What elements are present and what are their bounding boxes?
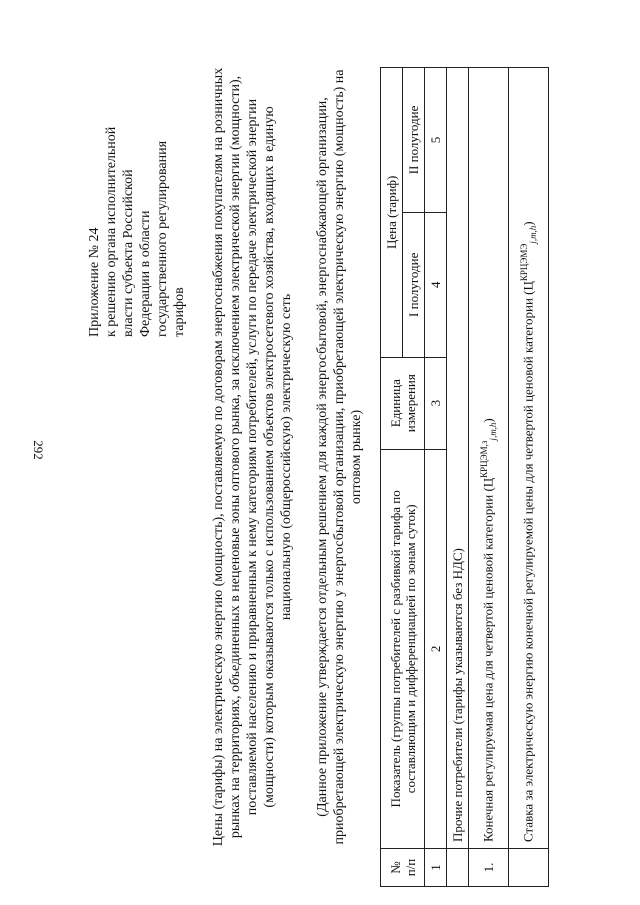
row-sub: j,m,h [527, 225, 538, 244]
appendix-header [86, 97, 188, 337]
col-number: 3 [425, 357, 447, 449]
row-num: 1. [469, 849, 509, 887]
header-price: Цена (тариф) [381, 68, 403, 358]
appendix-line: Приложение № 24 [87, 227, 102, 337]
row-label [509, 68, 549, 849]
col-number: 2 [425, 449, 447, 848]
appendix-line: государственного регулирования [155, 140, 170, 337]
row-text: Ставка за электрическую энергию конечной регулируемой цены для четвертой ценовой категории (Ц [519, 281, 535, 843]
appendix-line: к решению органа исполнительной [104, 126, 119, 337]
row-sup: КРЦЭМ,з [478, 440, 489, 478]
appendix-line: власти субъекта Российской [121, 169, 136, 337]
document-note: (Данное приложение утверждается отдельным решением для каждой энергосбытовой, энергоснабжающей организации, приобретающей электрическую энергию у энергосбытовой организации, приобретающей электрическую энергию (мощность) на оптовом рынке) [315, 69, 364, 845]
header-num: № п/п [381, 849, 425, 887]
table-header-row [381, 68, 403, 887]
page-number: 292 [31, 440, 46, 460]
appendix-line: тарифов [172, 287, 187, 337]
tariff-table [380, 67, 549, 887]
row-end: ) [519, 221, 535, 226]
section-label: Прочие потребители (тарифы указываются без НДС) [447, 68, 469, 849]
col-number: 5 [425, 68, 447, 213]
section-row [447, 68, 469, 887]
column-number-row [425, 68, 447, 887]
row-sub: j,m,h [487, 422, 498, 441]
row-label [469, 68, 509, 849]
table-row [509, 68, 549, 887]
appendix-line: Федерации в области [138, 210, 153, 337]
header-half1: I полугодие [403, 212, 425, 357]
row-end: ) [479, 418, 495, 423]
header-indicator: Показатель (группы потребителей с разбивкой тарифа по составляющим и дифференциацией по зонам суток) [381, 449, 425, 848]
document-title: Цены (тарифы) на электрическую энергию (мощность), поставляемую по договорам энергоснабжения покупателям на розничных рынках на территориях, объединенных в неценовые зоны оптового рынка, за исключением электрической энергии (мощности), поставляемой населению и приравненным к нему категориям потребителей, услуги по передаче электрической энергии (мощности) которым оказываются только с использованием объектов электросетевого хозяйства, входящих в единую национальную (общероссийскую) электрическую сеть [211, 67, 294, 847]
col-number: 4 [425, 212, 447, 357]
header-half2: II полугодие [403, 68, 425, 213]
table-row [469, 68, 509, 887]
row-num [509, 849, 549, 887]
section-num-cell [447, 849, 469, 887]
col-number: 1 [425, 849, 447, 887]
row-text: Конечная регулируемая цена для четвертой ценовой категории (Ц [479, 477, 495, 843]
header-unit: Единица измерения [381, 357, 425, 449]
rotated-sheet [50, 12, 610, 892]
row-sup: КРЦЭМЭ [518, 243, 529, 282]
